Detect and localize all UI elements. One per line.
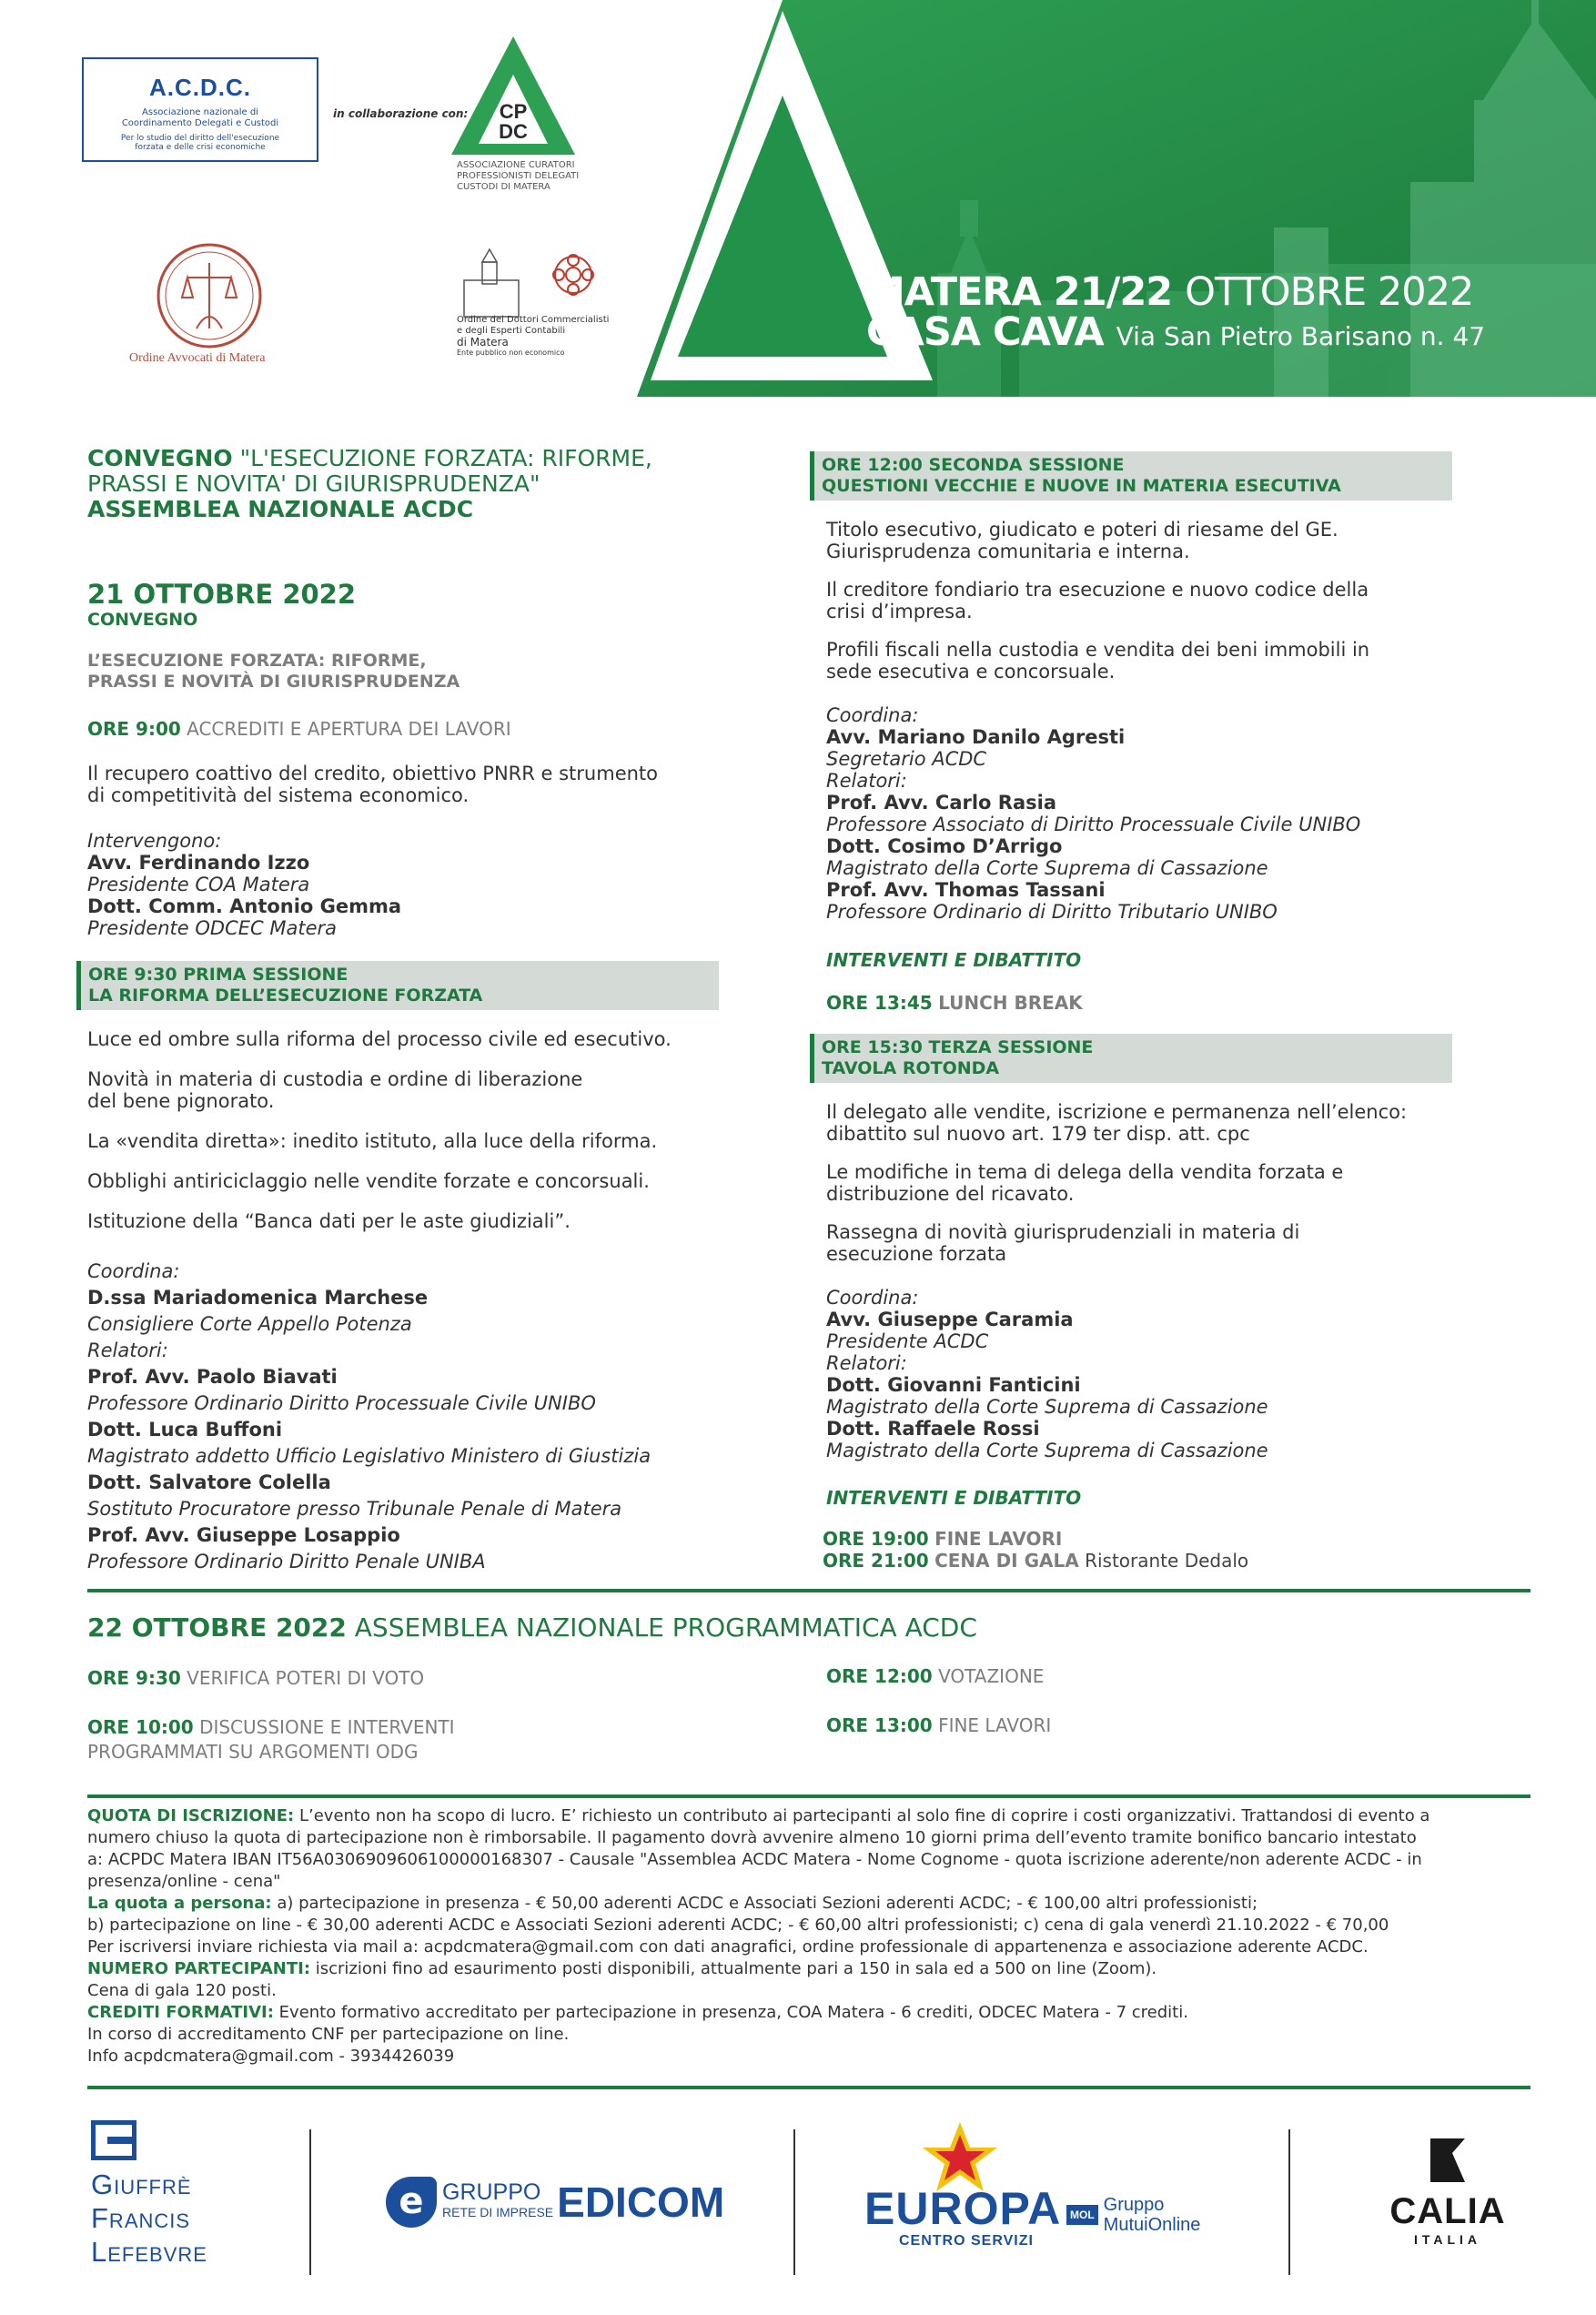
europa-sub: CENTRO SERVIZI xyxy=(899,2233,1034,2249)
session3-topics xyxy=(826,1101,1463,1265)
schedule-time: ORE 9:00 xyxy=(87,718,181,740)
topic-line: Novità in materia di custodia e ordine di liberazione xyxy=(87,1068,583,1090)
schedule-label: DISCUSSIONE E INTERVENTI xyxy=(199,1716,455,1738)
info-label: La quota a persona: xyxy=(87,1894,272,1913)
odcec-logo xyxy=(455,244,610,326)
schedule-time: ORE 12:00 xyxy=(826,1665,933,1687)
mutuionline-logo xyxy=(1066,2195,1200,2235)
calia-name: CALIA xyxy=(1389,2191,1506,2231)
assembly-label: ASSEMBLEA NAZIONALE ACDC xyxy=(87,496,474,522)
sponsor-divider xyxy=(793,2129,795,2275)
cpdc-sub-line: CUSTODI DI MATERA xyxy=(457,182,551,192)
convegno-label: CONVEGNO xyxy=(87,445,233,471)
schedule-time: ORE 13:00 xyxy=(826,1714,933,1736)
info-text: a: ACPDC Matera IBAN IT56A0306909606100000168307 - Causale "Assemblea ACDC Matera - Nome Cognome - quota iscrizione aderente/non aderente ACDC - in xyxy=(87,1850,1422,1869)
topic-item xyxy=(826,1221,1463,1265)
info-label: NUMERO PARTECIPANTI: xyxy=(87,1959,311,1978)
mol-line: Gruppo xyxy=(1103,2195,1165,2215)
info-text: Per iscriversi inviare richiesta via mail a: acpdcmatera@gmail.com con dati anagrafici, ordine professionale di appartenenza e associazione aderente ACDC. xyxy=(87,1937,1369,1956)
relatori-label: Relatori: xyxy=(826,1352,907,1374)
europa-logo xyxy=(864,2120,1219,2257)
session2-topics xyxy=(826,519,1463,682)
odcec-sub-line: e degli Esperti Contabili xyxy=(457,326,566,336)
cpdc-letters-top: CP xyxy=(499,100,528,123)
topic-item xyxy=(826,639,1463,682)
speaker-name: Prof. Avv. Thomas Tassani xyxy=(826,879,1106,901)
topic-line: Titolo esecutivo, giudicato e poteri di riesame del GE. xyxy=(826,519,1338,541)
intervengono-block xyxy=(87,830,401,939)
speaker-name: Dott. Raffaele Rossi xyxy=(826,1418,1040,1440)
schedule-label: CENA DI GALA xyxy=(934,1550,1079,1572)
schedule-item-end xyxy=(823,1528,1062,1550)
topic-item xyxy=(826,1161,1463,1205)
europa-name: EUROPA xyxy=(864,2183,1062,2234)
topic-line: L’ESECUZIONE FORZATA: RIFORME, xyxy=(87,651,427,671)
day2-item-votazione xyxy=(826,1665,1044,1687)
topic-line: esecuzione forzata xyxy=(826,1243,1007,1265)
session1-topics xyxy=(87,1028,724,1232)
info-text: b) partecipazione on line - € 30,00 aderenti ACDC e Associati Sezioni aderenti ACDC; - € 60,00 altri professionisti; c) cena di gala venerdì 21.10.2022 - € 70,00 xyxy=(87,1916,1389,1935)
info-text: iscrizioni fino ad esaurimento posti disponibili, attualmente pari a 150 in sala ed a 500 on line (Zoom). xyxy=(310,1959,1157,1978)
speaker-name: Dott. Luca Buffoni xyxy=(87,1419,283,1441)
speaker-role: Presidente ACDC xyxy=(826,1330,989,1352)
odcec-sub-line: di Matera xyxy=(457,336,509,349)
session1-header xyxy=(76,961,719,1010)
edicom-name: EDICOM xyxy=(557,2179,725,2226)
topic-item xyxy=(826,579,1463,622)
session2-header xyxy=(810,451,1452,500)
edicom-e-icon: e xyxy=(386,2177,437,2228)
speaker-name: Dott. Salvatore Colella xyxy=(87,1471,331,1493)
event-month-year: OTTOBRE 2022 xyxy=(1185,269,1474,315)
day2-date: 22 OTTOBRE 2022 xyxy=(87,1612,347,1643)
topic-line: crisi d’impresa. xyxy=(826,601,973,622)
speaker-role: Segretario ACDC xyxy=(826,748,987,770)
day1-topic xyxy=(87,651,460,692)
coordina-label: Coordina: xyxy=(826,704,919,726)
day2-title: ASSEMBLEA NAZIONALE PROGRAMMATICA ACDC xyxy=(354,1612,977,1643)
divider xyxy=(87,1794,1530,1798)
calia-mark-icon xyxy=(1416,2133,1480,2188)
gala-venue: Ristorante Dedalo xyxy=(1085,1550,1249,1572)
info-text: presenza/online - cena" xyxy=(87,1872,281,1891)
speaker-role: Magistrato della Corte Suprema di Cassazione xyxy=(826,1396,1268,1418)
giuffre-mark-icon xyxy=(91,2120,136,2160)
topic-line: PRASSI E NOVITÀ DI GIURISPRUDENZA xyxy=(87,672,460,692)
interventi-label-2: INTERVENTI E DIBATTITO xyxy=(826,1487,1082,1509)
topic-line: distribuzione del ricavato. xyxy=(826,1183,1075,1205)
day2-item-fine xyxy=(826,1714,1051,1736)
divider xyxy=(87,2086,1530,2089)
acdc-sub-line: Associazione nazionale di xyxy=(142,107,258,117)
schedule-label: VOTAZIONE xyxy=(938,1665,1045,1687)
giuffre-line: Lefebvre xyxy=(91,2236,207,2268)
topic-item: Istituzione della “Banca dati per le aste giudiziali”. xyxy=(87,1210,571,1232)
schedule-label: VERIFICA POTERI DI VOTO xyxy=(187,1667,425,1689)
mol-line: MutuiOnline xyxy=(1103,2215,1201,2235)
event-title xyxy=(866,269,1485,355)
session3-speakers xyxy=(826,1287,1268,1461)
speaker-name: Dott. Giovanni Fanticini xyxy=(826,1374,1081,1396)
interventi-label: INTERVENTI E DIBATTITO xyxy=(826,949,1082,971)
info-label: CREDITI FORMATIVI: xyxy=(87,2003,274,2022)
cpdc-logo-text xyxy=(457,160,579,193)
coordina-label: Coordina: xyxy=(87,1260,180,1282)
coa-matera-seal xyxy=(155,241,264,350)
speaker-name: Prof. Avv. Carlo Rasia xyxy=(826,792,1056,814)
event-venue: CASA CAVA xyxy=(866,309,1104,355)
acdc-logo xyxy=(82,57,318,162)
calia-sub: ITALIA xyxy=(1413,2232,1482,2247)
acdc-logo-sub2 xyxy=(84,134,317,152)
edicom-logo xyxy=(386,2177,724,2231)
info-text: Cena di gala 120 posti. xyxy=(87,1981,277,2000)
speaker-role: Magistrato della Corte Suprema di Cassazione xyxy=(826,1440,1268,1461)
giuffre-logo xyxy=(91,2120,328,2275)
speaker-role: Consigliere Corte Appello Potenza xyxy=(87,1313,412,1335)
topic-item: Luce ed ombre sulla riforma del processo civile ed esecutivo. xyxy=(87,1028,672,1050)
schedule-label-cont: PROGRAMMATI SU ARGOMENTI ODG xyxy=(87,1741,419,1763)
session2-speakers xyxy=(826,704,1360,923)
relatori-label: Relatori: xyxy=(826,770,907,792)
giuffre-line: Francis xyxy=(91,2202,191,2234)
topic-line: sede esecutiva e concorsuale. xyxy=(826,661,1116,682)
schedule-item-gala xyxy=(823,1550,1248,1572)
speaker-role: Professore Associato di Diritto Processuale Civile UNIBO xyxy=(826,814,1361,835)
session3-header xyxy=(810,1034,1452,1083)
schedule-time: ORE 9:30 xyxy=(87,1667,181,1689)
info-text: Evento formativo accreditato per partecipazione in presenza, COA Matera - 6 crediti, ODCEC Matera - 7 crediti. xyxy=(273,2003,1188,2022)
convegno-title-a: "L'ESECUZIONE FORZATA: RIFORME, xyxy=(239,445,652,471)
contact-info: Info acpdcmatera@gmail.com - 3934426039 xyxy=(87,2047,455,2066)
odcec-logo-text xyxy=(457,315,609,359)
schedule-label: ACCREDITI E APERTURA DEI LAVORI xyxy=(187,718,511,740)
schedule-time: ORE 10:00 xyxy=(87,1716,194,1738)
convegno-title xyxy=(87,446,706,522)
session-subtitle: QUESTIONI VECCHIE E NUOVE IN MATERIA ESECUTIVA xyxy=(822,476,1341,496)
session-subtitle: TAVOLA ROTONDA xyxy=(822,1058,1000,1078)
schedule-label: FINE LAVORI xyxy=(934,1528,1063,1550)
info-label: QUOTA DI ISCRIZIONE: xyxy=(87,1806,295,1825)
speaker-role: Magistrato addetto Ufficio Legislativo Ministero di Giustizia xyxy=(87,1445,652,1467)
day1-sub: CONVEGNO xyxy=(87,610,198,630)
sponsor-divider xyxy=(1288,2129,1290,2275)
acdc-logo-sub xyxy=(84,107,317,129)
intro-line: di competitività del sistema economico. xyxy=(87,784,470,806)
speaker-name: Prof. Avv. Giuseppe Losappio xyxy=(87,1524,400,1546)
topic-line: Giurisprudenza comunitaria e interna. xyxy=(826,541,1190,562)
calia-logo xyxy=(1370,2133,1525,2270)
topic-line: Profili fiscali nella custodia e vendita dei beni immobili in xyxy=(826,639,1370,661)
session1-speakers xyxy=(87,1259,651,1575)
speaker-role: Professore Ordinario Diritto Processuale Civile UNIBO xyxy=(87,1392,596,1414)
acdc-sub-line: Coordinamento Delegati e Custodi xyxy=(121,118,279,128)
speaker-name: Avv. Ferdinando Izzo xyxy=(87,852,310,874)
speaker-role: Professore Ordinario di Diritto Tributario UNIBO xyxy=(826,901,1278,923)
intervengono-label: Intervengono: xyxy=(87,830,222,852)
topic-item xyxy=(87,1068,724,1112)
edicom-rete: RETE DI IMPRESE xyxy=(442,2205,554,2219)
topic-line: Il delegato alle vendite, iscrizione e permanenza nell’elenco: xyxy=(826,1101,1408,1123)
topic-item xyxy=(826,1101,1463,1145)
session-title: ORE 12:00 SECONDA SESSIONE xyxy=(822,455,1125,475)
topic-line: Il creditore fondiario tra esecuzione e nuovo codice della xyxy=(826,579,1369,601)
intro-text xyxy=(87,763,658,806)
registration-info xyxy=(87,1805,1543,2067)
info-text: numero chiuso la quota di partecipazione non è rimborsabile. Il pagamento dovrà avvenire almeno 10 giorni prima dell’evento tramite bonifico bancario intestato xyxy=(87,1828,1417,1847)
cpdc-letters-bottom: DC xyxy=(499,120,528,143)
sponsor-divider xyxy=(309,2129,311,2275)
session-title: ORE 9:30 PRIMA SESSIONE xyxy=(88,965,348,985)
schedule-label: FINE LAVORI xyxy=(938,1714,1052,1736)
speaker-name: Avv. Mariano Danilo Agresti xyxy=(826,726,1126,748)
cpdc-sub-line: ASSOCIAZIONE CURATORI xyxy=(457,160,575,170)
event-address: Via San Pietro Barisano n. 47 xyxy=(1116,321,1486,351)
speaker-name: Prof. Avv. Paolo Biavati xyxy=(87,1366,338,1388)
day1-date: 21 OTTOBRE 2022 xyxy=(87,579,357,610)
topic-item: La «vendita diretta»: inedito istituto, alla luce della riforma. xyxy=(87,1130,658,1152)
giuffre-line: Giuffrè xyxy=(91,2168,192,2200)
odcec-sub-line: Ente pubblico non economico xyxy=(457,349,565,357)
relatori-label: Relatori: xyxy=(87,1339,168,1361)
odcec-sub-line: Ordine dei Dottori Commercialisti xyxy=(457,315,610,325)
cpdc-sub-line: PROFESSIONISTI DELEGATI xyxy=(457,171,580,181)
speaker-role: Professore Ordinario Diritto Penale UNIBA xyxy=(87,1551,486,1572)
mol-badge: MOL xyxy=(1066,2205,1098,2225)
day2-item-discussione xyxy=(87,1715,455,1764)
speaker-role: Presidente COA Matera xyxy=(87,874,310,895)
topic-line: Rassegna di novità giurisprudenziali in materia di xyxy=(826,1221,1300,1243)
speaker-name: Dott. Comm. Antonio Gemma xyxy=(87,895,402,917)
info-text: a) partecipazione in presenza - € 50,00 aderenti ACDC e Associati Sezioni aderenti ACDC; - € 100,00 altri professionisti; xyxy=(271,1894,1258,1913)
acdc-sub-line: forzata e delle crisi economiche xyxy=(135,143,266,152)
session-title: ORE 15:30 TERZA SESSIONE xyxy=(822,1037,1094,1057)
acdc-sub-line: Per lo studio del diritto dell'esecuzione xyxy=(120,134,280,143)
schedule-time: ORE 19:00 xyxy=(823,1528,929,1550)
schedule-label: LUNCH BREAK xyxy=(938,992,1083,1014)
speaker-name: D.ssa Mariadomenica Marchese xyxy=(87,1287,429,1309)
topic-item xyxy=(826,519,1463,562)
acdc-logo-name: A.C.D.C. xyxy=(149,74,251,101)
event-city-dates: MATERA 21/22 xyxy=(866,269,1173,315)
speaker-role: Presidente ODCEC Matera xyxy=(87,917,337,939)
coa-label: Ordine Avvocati di Matera xyxy=(129,351,266,365)
info-text: In corso di accreditamento CNF per partecipazione on line. xyxy=(87,2025,570,2044)
day2-header xyxy=(87,1612,977,1643)
schedule-time: ORE 21:00 xyxy=(823,1550,929,1572)
topic-line: Le modifiche in tema di delega della vendita forzata e xyxy=(826,1161,1344,1183)
edicom-gruppo: GRUPPO xyxy=(442,2179,541,2205)
intro-line: Il recupero coattivo del credito, obiettivo PNRR e strumento xyxy=(87,763,659,784)
session-subtitle: LA RIFORMA DELL’ESECUZIONE FORZATA xyxy=(88,986,483,1006)
divider xyxy=(87,1589,1530,1592)
schedule-item-lunch xyxy=(826,992,1083,1014)
collaboration-label: in collaborazione con: xyxy=(333,107,469,120)
speaker-role: Magistrato della Corte Suprema di Cassazione xyxy=(826,857,1268,879)
day2-item-verifica xyxy=(87,1667,424,1689)
coordina-label: Coordina: xyxy=(826,1287,919,1309)
speaker-role: Sostituto Procuratore presso Tribunale Penale di Matera xyxy=(87,1498,622,1520)
convegno-title-b: PRASSI E NOVITA' DI GIURISPRUDENZA" xyxy=(87,470,540,497)
schedule-item-accrediti xyxy=(87,718,511,740)
speaker-name: Avv. Giuseppe Caramia xyxy=(826,1309,1074,1330)
info-text: L’evento non ha scopo di lucro. E’ richiesto un contributo ai partecipanti al solo fine di coprire i costi organizzativi. Trattandosi di evento a xyxy=(294,1806,1430,1825)
schedule-time: ORE 13:45 xyxy=(826,992,933,1014)
topic-line: del bene pignorato. xyxy=(87,1090,275,1112)
topic-line: dibattito sul nuovo art. 179 ter disp. att. cpc xyxy=(826,1123,1250,1145)
speaker-name: Dott. Cosimo D’Arrigo xyxy=(826,835,1063,857)
topic-item: Obblighi antiriciclaggio nelle vendite forzate e concorsuali. xyxy=(87,1170,650,1192)
